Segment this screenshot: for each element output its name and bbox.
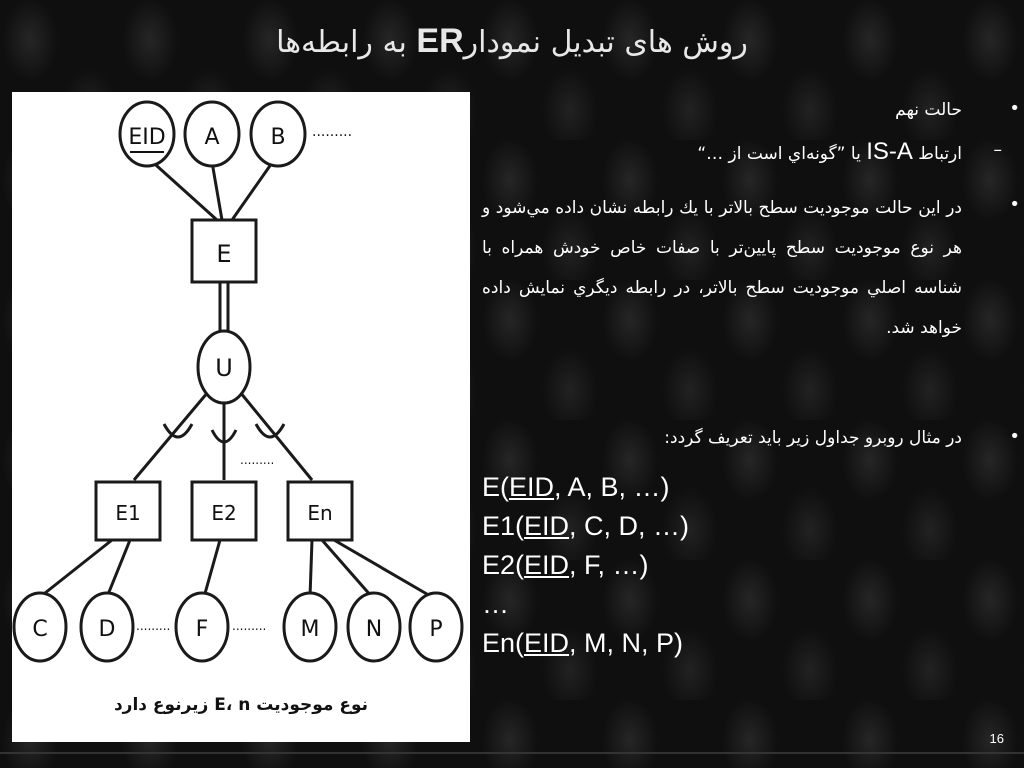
schema-name: … xyxy=(482,589,509,619)
link-en-m xyxy=(310,540,312,597)
attr-a-label: A xyxy=(204,125,220,150)
union-symbol: U xyxy=(215,354,233,382)
bullet-dot-3: • xyxy=(1009,426,1020,447)
schema-name: E2( xyxy=(482,550,525,580)
attr-p-label: P xyxy=(429,617,443,642)
sub-dots: ......... xyxy=(240,453,275,467)
slide-content xyxy=(478,92,1018,692)
entity-en-label: En xyxy=(307,501,333,525)
bullet-item-3: در مثال روبرو جداول زير بايد تعريف گردد: xyxy=(664,428,962,448)
sub1-isa: IS-A xyxy=(866,138,913,165)
schema-primary-key: EID xyxy=(524,628,570,658)
title-er: ER xyxy=(416,22,464,60)
attr-dots: ......... xyxy=(312,124,353,140)
slide-number: 16 xyxy=(989,731,1004,746)
schema-line xyxy=(482,552,649,579)
attr-eid-label: EID xyxy=(128,125,166,150)
attr-dots-fm: ......... xyxy=(232,619,267,633)
schema-primary-key: EID xyxy=(524,550,570,580)
entity-e-label: E xyxy=(216,240,232,268)
schema-line xyxy=(482,474,670,501)
link-b-e xyxy=(232,160,274,220)
schema-attributes: , A, B, …) xyxy=(554,472,670,502)
schema-primary-key: EID xyxy=(509,472,555,502)
attr-dots-cd: ......... xyxy=(136,619,171,633)
sub1-prefix: ارتباط xyxy=(918,144,962,164)
schema-line xyxy=(482,513,689,540)
entity-e2-label: E2 xyxy=(211,501,237,525)
footer-bar xyxy=(0,752,1024,754)
sub1-suffix: یا ”گونه‌اي است از …“ xyxy=(697,144,861,164)
link-e2-f xyxy=(204,540,220,597)
schema-attributes: , F, …) xyxy=(569,550,649,580)
link-e1-d xyxy=(107,540,130,597)
attr-f-label: F xyxy=(195,617,209,642)
entity-e1-label: E1 xyxy=(115,501,141,525)
diagram-caption: نوع موجوديت E، n زيرنوع دارد xyxy=(113,695,369,715)
sub-dash: – xyxy=(993,140,1002,160)
schema-attributes: , M, N, P) xyxy=(569,628,684,658)
link-e1-c xyxy=(40,540,112,597)
bullet-item-1: حالت نهم xyxy=(895,100,962,120)
link-u-e1 xyxy=(134,392,208,480)
attr-c-label: C xyxy=(32,617,48,642)
schema-line xyxy=(482,591,509,618)
schema-attributes: , C, D, …) xyxy=(569,511,690,541)
schema-name: E( xyxy=(482,472,509,502)
attr-d-label: D xyxy=(98,617,116,642)
schema-primary-key: EID xyxy=(524,511,570,541)
bullet-dot-1: • xyxy=(1009,98,1020,119)
schema-name: En( xyxy=(482,628,525,658)
attr-m-label: M xyxy=(300,617,320,642)
schema-line xyxy=(482,630,683,657)
er-diagram xyxy=(12,92,470,742)
attr-b-label: B xyxy=(270,125,286,150)
title-text-2: به رابطه‌ها xyxy=(276,25,407,60)
er-diagram-panel xyxy=(12,92,470,742)
schema-name: E1( xyxy=(482,511,525,541)
bullet-item-2: در اين حالت موجوديت سطح بالاتر با يك رابطه نشان داده مي‌شود و هر نوع موجوديت سطح پايين‌تر با صفات خاص خودش همراه با شناسه اصلي موجوديت سطح بالاتر، در رابطه ديگري نمايش داده خواهد شد. xyxy=(482,198,962,338)
attr-n-label: N xyxy=(365,617,383,642)
link-a-e xyxy=(212,162,222,220)
bullet-dot-2: • xyxy=(1009,194,1020,215)
bullet-sub-1 xyxy=(697,138,962,167)
title-text-1: روش های تبدیل نمودار xyxy=(463,25,748,60)
slide-title xyxy=(0,22,1024,61)
